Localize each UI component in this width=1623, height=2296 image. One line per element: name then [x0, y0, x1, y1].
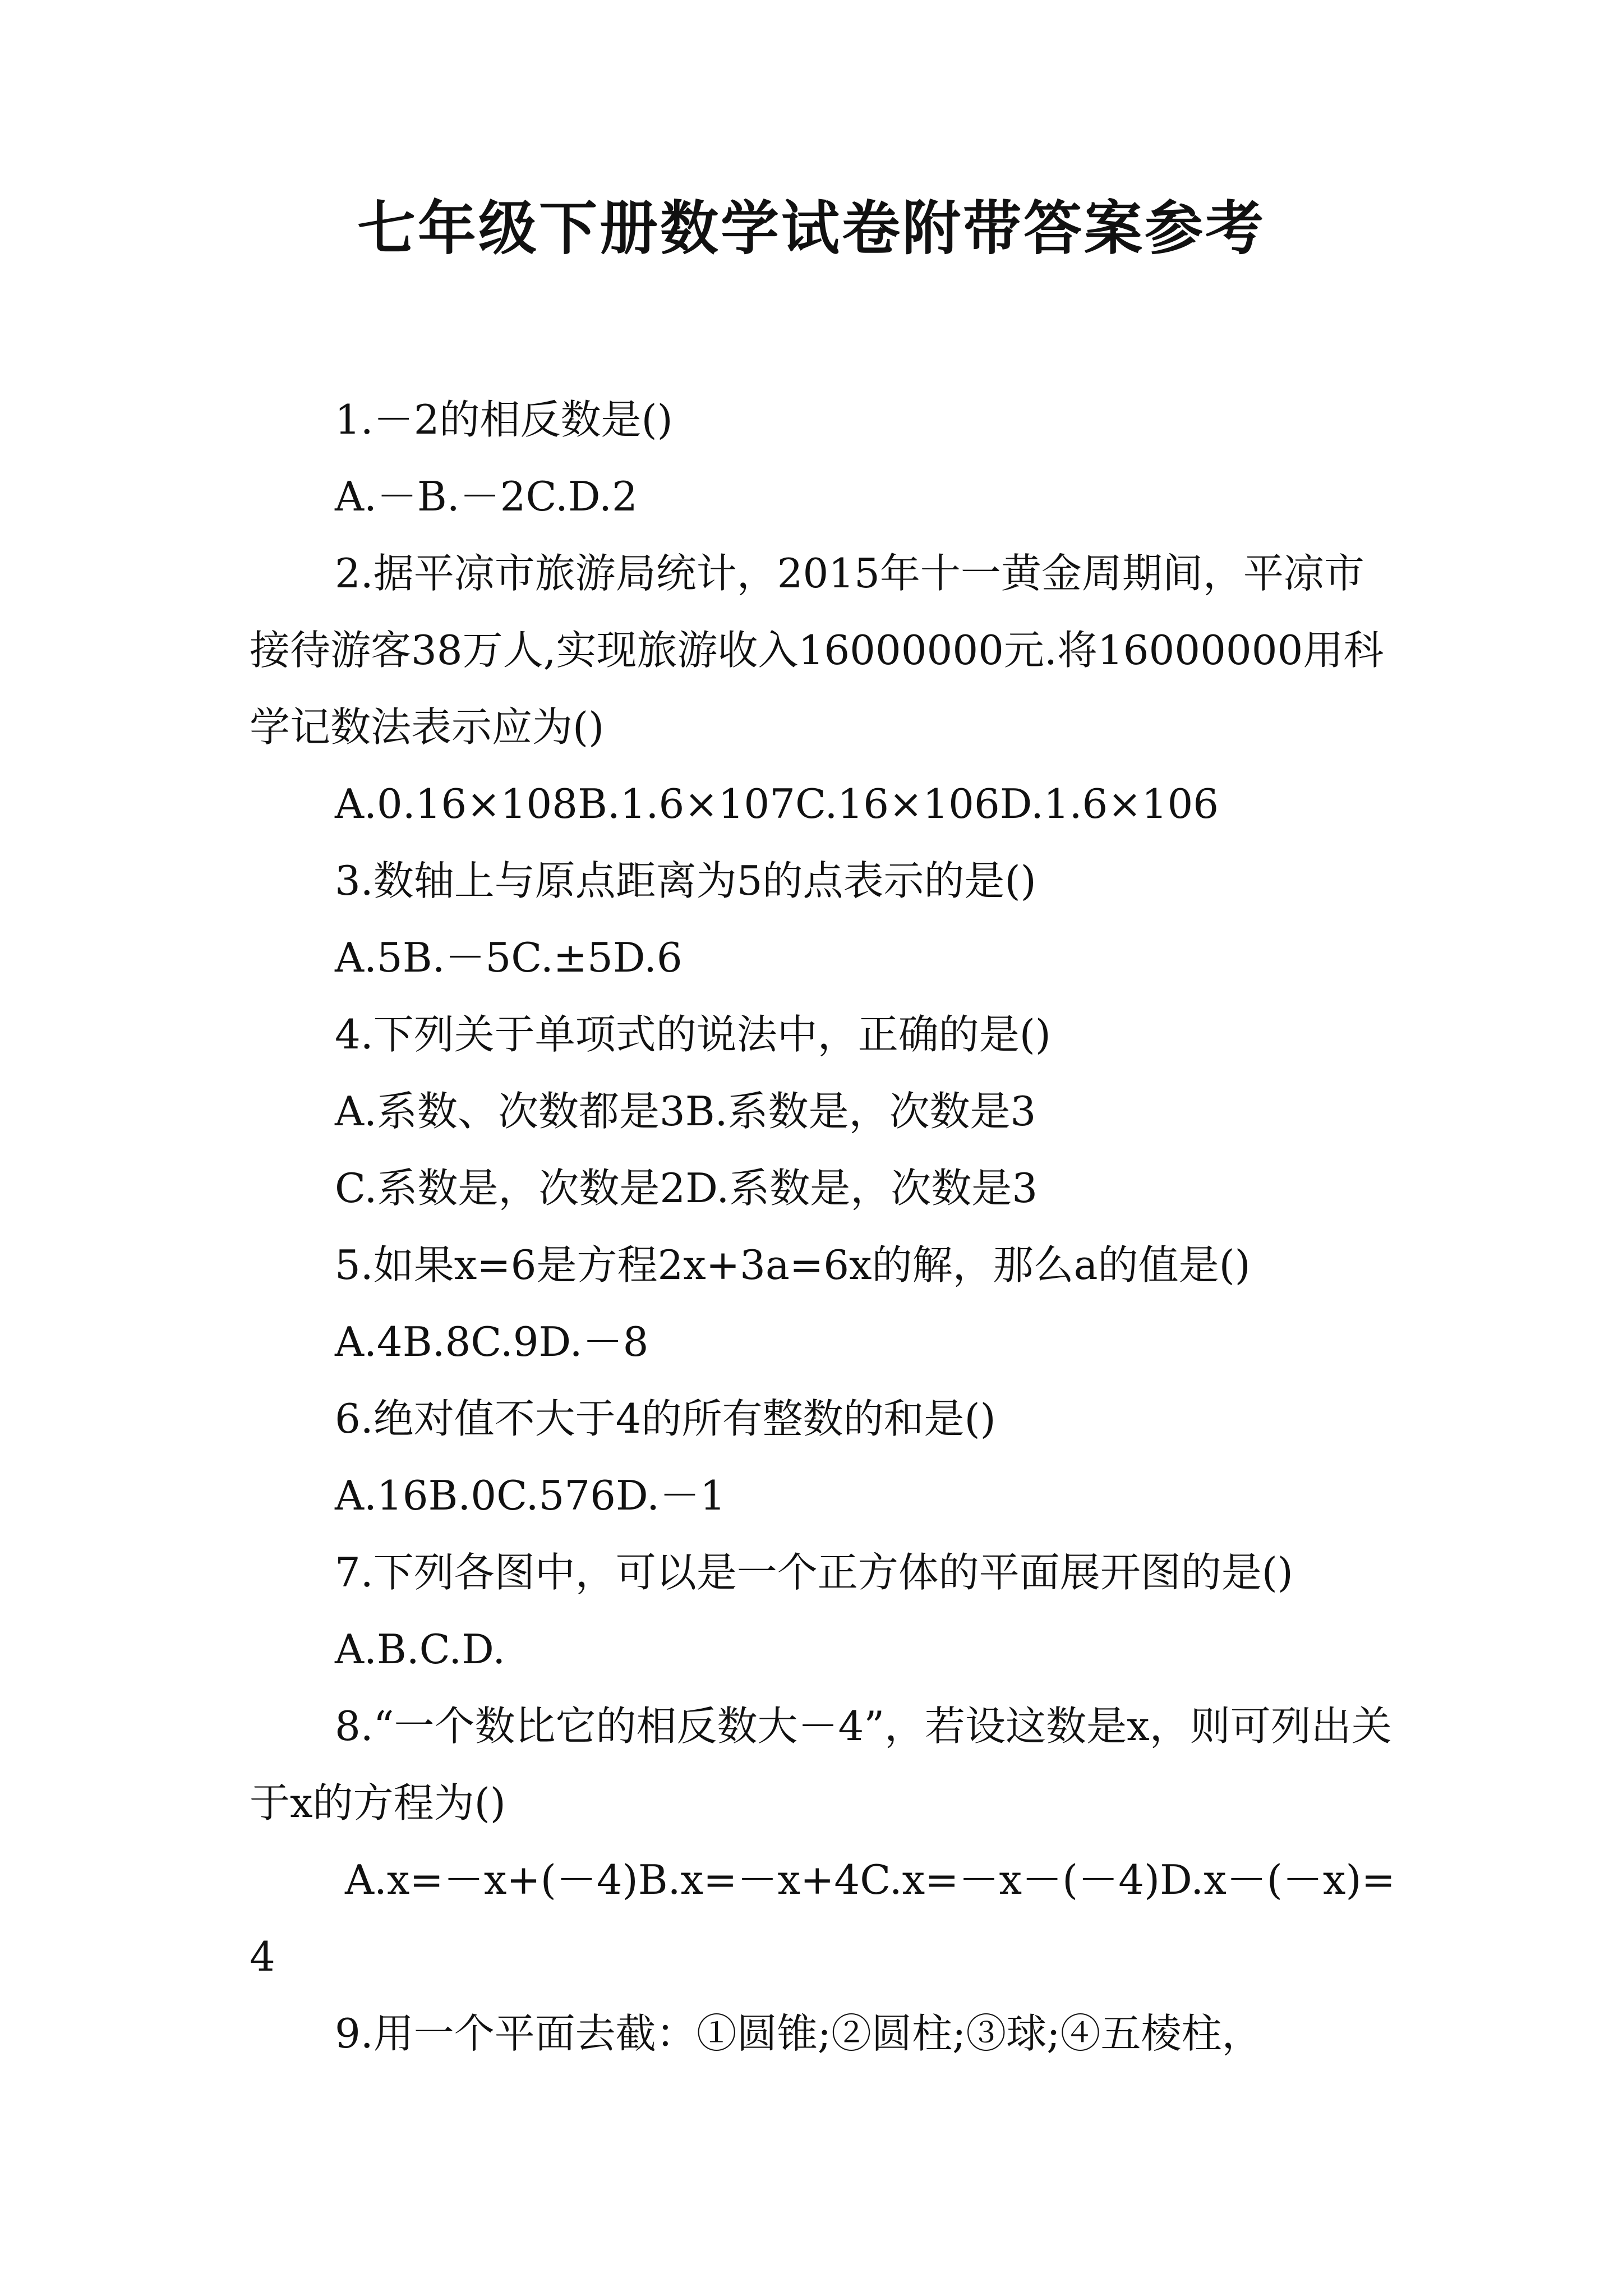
question-1: 1.－2的相反数是() — [335, 396, 673, 443]
question-3: 3.数轴上与原点距离为5的点表示的是() — [335, 857, 1036, 904]
question-7-options: A.B.C.D. — [335, 1626, 506, 1673]
question-8-options: A.x=－x+(－4)B.x=－x+4C.x=－x－(－4)D.x－(－x)=4 — [250, 1856, 1395, 1980]
question-1-options: A.－B.－2C.D.2 — [335, 473, 638, 520]
question-6: 6.绝对值不大于4的所有整数的和是() — [335, 1395, 996, 1442]
question-3-options: A.5B.－5C.±5D.6 — [335, 934, 683, 981]
question-4-options-ab: A.系数、次数都是3B.系数是，次数是3 — [335, 1088, 1036, 1135]
question-6-options: A.16B.0C.576D.－1 — [335, 1472, 726, 1519]
document-body — [250, 381, 1399, 2072]
question-7: 7.下列各图中，可以是一个正方体的平面展开图的是() — [335, 1549, 1293, 1596]
document-title: 七年级下册数学试卷附带答案参考 — [357, 194, 1266, 263]
question-9: 9.用一个平面去截：①圆锥;②圆柱;③球;④五棱柱， — [335, 2010, 1262, 2057]
question-8: 8.“一个数比它的相反数大－4”，若设这数是x，则可列出关于x的方程为() — [250, 1703, 1392, 1826]
question-4-options-cd: C.系数是，次数是2D.系数是，次数是3 — [335, 1165, 1038, 1212]
question-5-options: A.4B.8C.9D.－8 — [335, 1318, 649, 1365]
question-2-options: A.0.16×108B.1.6×107C.16×106D.1.6×106 — [335, 780, 1219, 827]
question-4: 4.下列关于单项式的说法中，正确的是() — [335, 1011, 1051, 1058]
question-2: 2.据平凉市旅游局统计，2015年十一黄金周期间，平凉市接待游客38万人,实现旅游收入16000000元.将16000000用科学记数法表示应为() — [250, 550, 1384, 751]
question-5: 5.如果x=6是方程2x+3a=6x的解，那么a的值是() — [335, 1241, 1251, 1289]
